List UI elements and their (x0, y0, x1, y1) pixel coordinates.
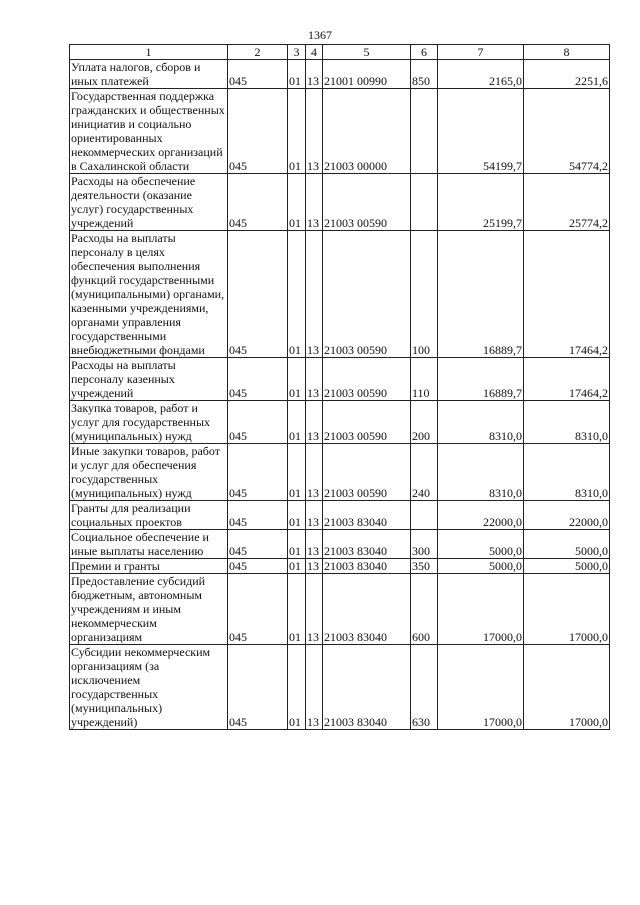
subsection-code: 13 (306, 174, 323, 231)
amount-col-7: 17000,0 (438, 574, 524, 645)
table-row (70, 60, 610, 89)
row-name: Субсидии некоммерческим организациям (за исключением государственных (муниципальных) учреждений) (70, 645, 228, 730)
target-article-code: 21001 00990 (323, 60, 411, 89)
expense-type-code: 100 (411, 231, 438, 358)
section-code: 01 (288, 174, 306, 231)
row-name: Закупка товаров, работ и услуг для государственных (муниципальных) нужд (70, 401, 228, 444)
table-header-row (70, 45, 610, 60)
subsection-code: 13 (306, 559, 323, 574)
target-article-code: 21003 00000 (323, 89, 411, 174)
ministry-code: 045 (228, 444, 288, 501)
amount-col-8: 5000,0 (524, 559, 610, 574)
amount-col-8: 5000,0 (524, 530, 610, 559)
row-name: Иные закупки товаров, работ и услуг для обеспечения государственных (муниципальных) нужд (70, 444, 228, 501)
table-row (70, 444, 610, 501)
amount-col-7: 17000,0 (438, 645, 524, 730)
column-header-3: 3 (288, 45, 306, 60)
amount-col-7: 16889,7 (438, 358, 524, 401)
subsection-code: 13 (306, 89, 323, 174)
target-article-code: 21003 83040 (323, 530, 411, 559)
target-article-code: 21003 00590 (323, 358, 411, 401)
expense-type-code: 850 (411, 60, 438, 89)
subsection-code: 13 (306, 501, 323, 530)
section-code: 01 (288, 89, 306, 174)
section-code: 01 (288, 60, 306, 89)
page-number: 1367 (308, 28, 332, 42)
row-name: Гранты для реализации социальных проектов (70, 501, 228, 530)
amount-col-8: 17000,0 (524, 574, 610, 645)
target-article-code: 21003 00590 (323, 174, 411, 231)
ministry-code: 045 (228, 401, 288, 444)
column-header-7: 7 (438, 45, 524, 60)
expense-type-code: 300 (411, 530, 438, 559)
amount-col-7: 16889,7 (438, 231, 524, 358)
column-header-6: 6 (411, 45, 438, 60)
row-name: Расходы на выплаты персоналу казенных учреждений (70, 358, 228, 401)
column-header-4: 4 (306, 45, 323, 60)
row-name: Премии и гранты (70, 559, 228, 574)
target-article-code: 21003 83040 (323, 645, 411, 730)
row-name: Уплата налогов, сборов и иных платежей (70, 60, 228, 89)
amount-col-8: 17464,2 (524, 358, 610, 401)
table-row (70, 401, 610, 444)
target-article-code: 21003 00590 (323, 444, 411, 501)
table-row (70, 559, 610, 574)
ministry-code: 045 (228, 60, 288, 89)
table-row (70, 231, 610, 358)
row-name: Расходы на выплаты персоналу в целях обеспечения выполнения функций государственными (муниципальными) органами, казенными учреждениями, органами управления государственными внебюджетными фондами (70, 231, 228, 358)
target-article-code: 21003 83040 (323, 559, 411, 574)
amount-col-7: 22000,0 (438, 501, 524, 530)
expense-type-code (411, 174, 438, 231)
column-header-2: 2 (228, 45, 288, 60)
amount-col-7: 8310,0 (438, 444, 524, 501)
section-code: 01 (288, 231, 306, 358)
row-name: Расходы на обеспечение деятельности (оказание услуг) государственных учреждений (70, 174, 228, 231)
table-row (70, 174, 610, 231)
subsection-code: 13 (306, 645, 323, 730)
amount-col-7: 8310,0 (438, 401, 524, 444)
target-article-code: 21003 83040 (323, 501, 411, 530)
row-name: Социальное обеспечение и иные выплаты населению (70, 530, 228, 559)
ministry-code: 045 (228, 358, 288, 401)
amount-col-8: 22000,0 (524, 501, 610, 530)
section-code: 01 (288, 530, 306, 559)
expense-type-code: 200 (411, 401, 438, 444)
expense-type-code: 600 (411, 574, 438, 645)
amount-col-7: 54199,7 (438, 89, 524, 174)
amount-col-8: 17464,2 (524, 231, 610, 358)
subsection-code: 13 (306, 530, 323, 559)
expense-type-code: 110 (411, 358, 438, 401)
expense-type-code: 240 (411, 444, 438, 501)
table-row (70, 501, 610, 530)
subsection-code: 13 (306, 358, 323, 401)
amount-col-8: 54774,2 (524, 89, 610, 174)
table-row (70, 574, 610, 645)
ministry-code: 045 (228, 574, 288, 645)
column-header-8: 8 (524, 45, 610, 60)
ministry-code: 045 (228, 645, 288, 730)
table-row (70, 530, 610, 559)
section-code: 01 (288, 501, 306, 530)
subsection-code: 13 (306, 444, 323, 501)
budget-table (69, 44, 610, 730)
expense-type-code (411, 89, 438, 174)
target-article-code: 21003 00590 (323, 401, 411, 444)
target-article-code: 21003 83040 (323, 574, 411, 645)
column-header-5: 5 (323, 45, 411, 60)
ministry-code: 045 (228, 559, 288, 574)
row-name: Предоставление субсидий бюджетным, автономным учреждениям и иным некоммерческим организациям (70, 574, 228, 645)
amount-col-7: 5000,0 (438, 559, 524, 574)
ministry-code: 045 (228, 174, 288, 231)
section-code: 01 (288, 444, 306, 501)
target-article-code: 21003 00590 (323, 231, 411, 358)
ministry-code: 045 (228, 231, 288, 358)
section-code: 01 (288, 574, 306, 645)
ministry-code: 045 (228, 501, 288, 530)
table-row (70, 89, 610, 174)
ministry-code: 045 (228, 530, 288, 559)
amount-col-7: 2165,0 (438, 60, 524, 89)
amount-col-8: 8310,0 (524, 444, 610, 501)
column-header-1: 1 (70, 45, 228, 60)
amount-col-8: 2251,6 (524, 60, 610, 89)
expense-type-code: 350 (411, 559, 438, 574)
amount-col-7: 25199,7 (438, 174, 524, 231)
section-code: 01 (288, 645, 306, 730)
amount-col-8: 25774,2 (524, 174, 610, 231)
expense-type-code (411, 501, 438, 530)
row-name: Государственная поддержка гражданских и общественных инициатив и социально ориентированных некоммерческих организаций в Сахалинской области (70, 89, 228, 174)
amount-col-8: 8310,0 (524, 401, 610, 444)
section-code: 01 (288, 559, 306, 574)
amount-col-7: 5000,0 (438, 530, 524, 559)
ministry-code: 045 (228, 89, 288, 174)
table-row (70, 645, 610, 730)
table-row (70, 358, 610, 401)
section-code: 01 (288, 358, 306, 401)
subsection-code: 13 (306, 574, 323, 645)
subsection-code: 13 (306, 231, 323, 358)
subsection-code: 13 (306, 60, 323, 89)
expense-type-code: 630 (411, 645, 438, 730)
subsection-code: 13 (306, 401, 323, 444)
section-code: 01 (288, 401, 306, 444)
amount-col-8: 17000,0 (524, 645, 610, 730)
